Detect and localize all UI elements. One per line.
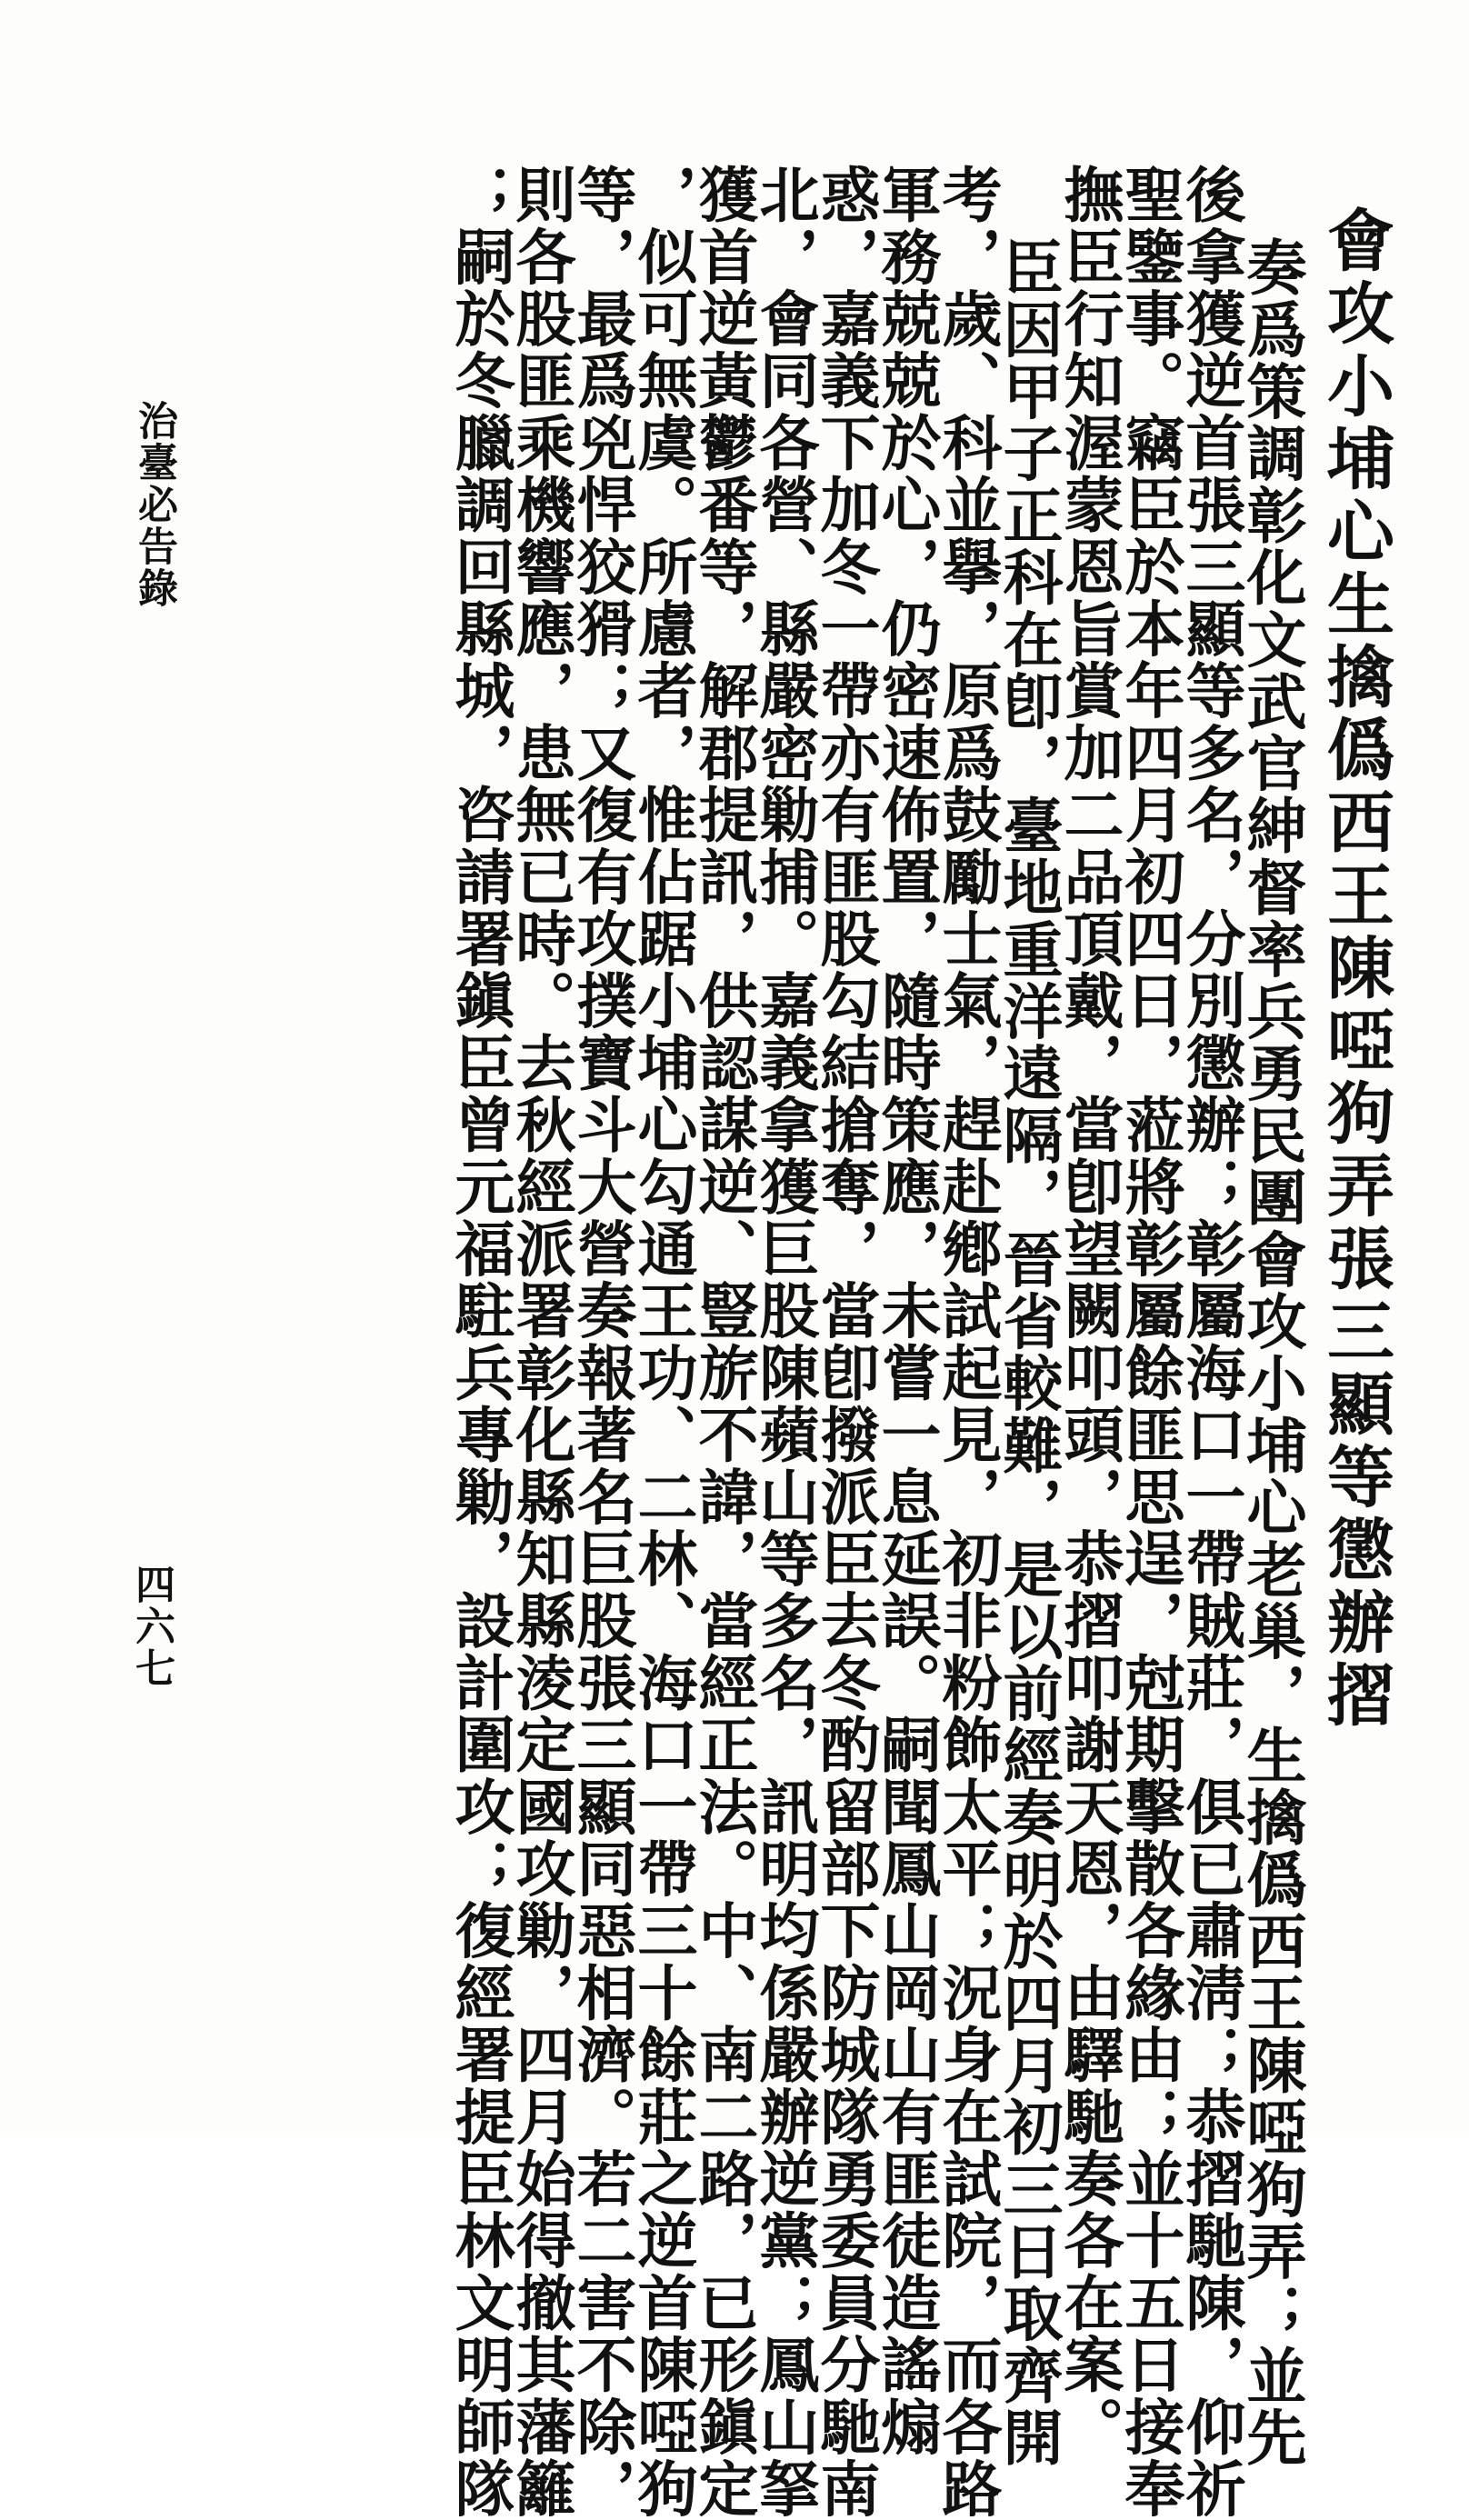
body-column: 等，最爲兇悍狡猾；又復有攻撲寶斗大營奏報著名巨股張三顯同惡相濟。若二害不除，	[566, 164, 637, 2520]
body-column: 奏爲策調彰化文武官紳督率兵勇民團會攻小埔心老巢，生擒僞西王陳啞狗弄；並先	[1236, 236, 1307, 2469]
body-column: 北，會同各營、縣嚴密勦捕。嘉義拿獲巨股陳蘋山等多名，訊明均係嚴辦逆黨；鳳山拏	[749, 164, 820, 2520]
body-column: 獲首逆黃鬱番等，解郡提訊，供認謀逆、豎旂不諱，當經正法。中、南二路，已形鎭定	[688, 164, 759, 2520]
body-column: ；嗣於冬臘調回縣城，咨請署鎭臣曾元福駐兵專勦，設計圍攻；復經署提臣林文明師隊	[445, 164, 515, 2520]
body-column: 聖鑒事。竊臣於本年四月初四日，蒞將彰屬餘匪思逞，尅期擊散各緣由；並十五日接奉	[1114, 164, 1185, 2520]
document-title: 會攻小埔心生擒僞西王陳啞狗弄張三顯等懲辦摺	[1316, 205, 1394, 1733]
body-column: 軍務兢兢於心，仍密速佈置，隨時策應，未嘗一息延誤。嗣聞鳳山岡山有匪徒造謠煽	[871, 164, 942, 2458]
body-column: 後拿獲逆首張三顯等多名，分別懲辦；彰屬海口一帶賊莊，俱已肅淸；恭摺馳陳，仰祈	[1175, 164, 1246, 2520]
body-column: 惑，嘉義下加冬一帶亦有匪股勾結搶奪，當卽撥派臣去冬酌留部下防城隊勇委員分馳南	[810, 164, 881, 2520]
body-column: ，似可無虞。所慮者，惟佔踞小埔心勾通王功、二林、海口一帶三十餘莊之逆首陳啞狗	[627, 164, 698, 2520]
page-number: 四六七	[128, 1564, 175, 1689]
body-column: 臣因甲子正科在卽，臺地重洋遠隔，晉省較難，是以前經奏明於四月初三日取齊開	[993, 236, 1064, 2469]
body-column: 撫臣行知渥蒙恩旨賞加二品頂戴，當卽望闕叩頭，恭摺叩謝天恩，由驛馳奏各在案。	[1054, 164, 1124, 2458]
body-column: 則各股匪乘機響應，患無已時。去秋經派署彰化縣知縣淩定國攻勦，四月始得撤其藩籬	[505, 164, 576, 2520]
body-column: 考，歲、科並擧，原爲鼓勵士氣，趕赴鄕試起見，初非粉飾太平；況身在試院，而各路	[932, 164, 1003, 2520]
running-title: 治臺必告錄	[131, 400, 177, 609]
